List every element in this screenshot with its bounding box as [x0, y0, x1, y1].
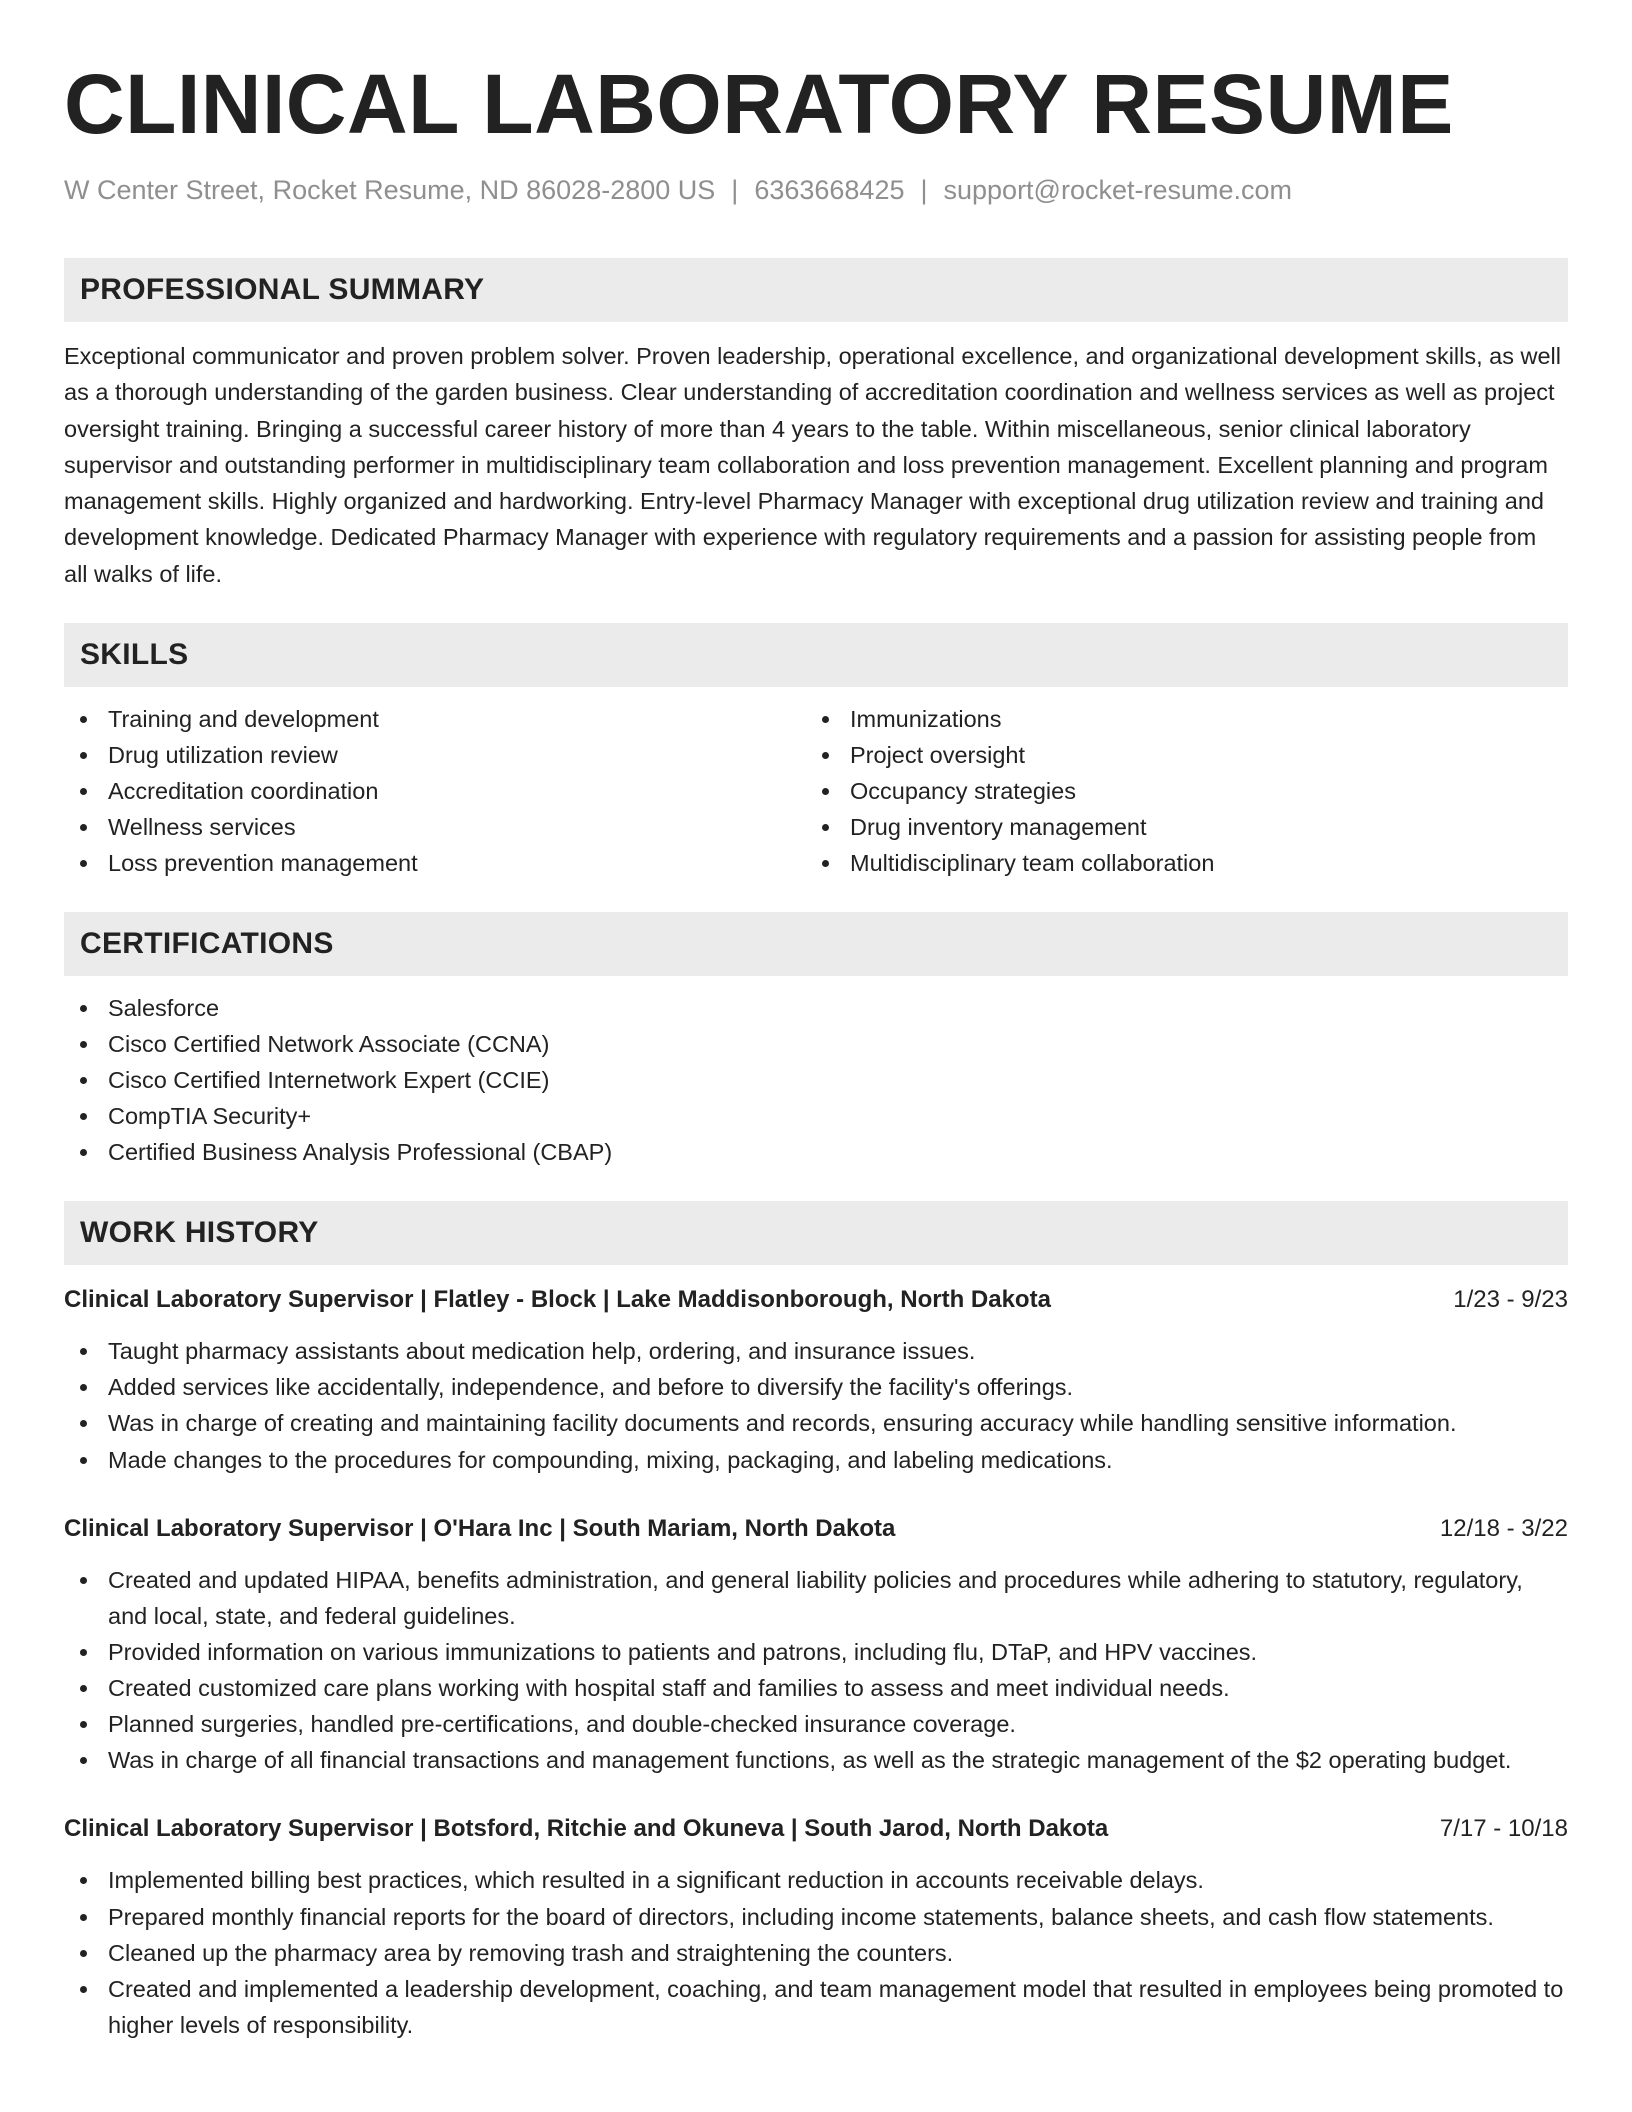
section-header-certifications: CERTIFICATIONS	[64, 912, 1568, 976]
skill-item: Multidisciplinary team collaboration	[806, 845, 1568, 881]
job-bullet: Was in charge of all financial transactions and management functions, as well as the strategic management of the $2 operating budget.	[64, 1742, 1568, 1778]
contact-separator: |	[920, 175, 928, 205]
job-bullets	[64, 1333, 1568, 1478]
job-title: Clinical Laboratory Supervisor | Flatley - Block | Lake Maddisonborough, North Dakota	[64, 1286, 1051, 1314]
job-title: Clinical Laboratory Supervisor | O'Hara Inc | South Mariam, North Dakota	[64, 1514, 896, 1542]
job-entry	[64, 1283, 1568, 1478]
job-bullet: Was in charge of creating and maintaining facility documents and records, ensuring accuracy while handling sensitive information.	[64, 1405, 1568, 1441]
skill-item: Immunizations	[806, 701, 1568, 737]
job-bullet: Created and implemented a leadership development, coaching, and team management model that resulted in employees being promoted to higher levels of responsibility.	[64, 1971, 1568, 2043]
section-header-summary: PROFESSIONAL SUMMARY	[64, 258, 1568, 322]
certification-item: Salesforce	[64, 990, 1568, 1026]
job-entry	[64, 1512, 1568, 1779]
section-header-skills: SKILLS	[64, 623, 1568, 687]
contact-email: support@rocket-resume.com	[943, 175, 1293, 205]
certification-item: Certified Business Analysis Professional (CBAP)	[64, 1134, 1568, 1170]
job-bullet: Created customized care plans working with hospital staff and families to assess and meet individual needs.	[64, 1670, 1568, 1706]
section-header-work-history: WORK HISTORY	[64, 1201, 1568, 1265]
job-dates: 1/23 - 9/23	[1453, 1286, 1568, 1314]
job-bullet: Added services like accidentally, independence, and before to diversify the facility's offerings.	[64, 1369, 1568, 1405]
job-header	[64, 1283, 1568, 1317]
job-bullets	[64, 1862, 1568, 2043]
skill-item: Loss prevention management	[64, 845, 806, 881]
skill-item: Accreditation coordination	[64, 773, 806, 809]
contact-phone: 6363668425	[754, 175, 905, 205]
skills-list-left	[64, 701, 806, 881]
skill-item: Occupancy strategies	[806, 773, 1568, 809]
skill-item: Drug inventory management	[806, 809, 1568, 845]
certification-item: CompTIA Security+	[64, 1098, 1568, 1134]
certification-item: Cisco Certified Internetwork Expert (CCIE)	[64, 1062, 1568, 1098]
job-entry	[64, 1812, 1568, 2043]
job-header	[64, 1512, 1568, 1546]
job-bullet: Implemented billing best practices, which resulted in a significant reduction in accounts receivable delays.	[64, 1862, 1568, 1898]
job-bullet: Prepared monthly financial reports for the board of directors, including income statements, balance sheets, and cash flow statements.	[64, 1899, 1568, 1935]
skill-item: Wellness services	[64, 809, 806, 845]
skill-item: Drug utilization review	[64, 737, 806, 773]
job-title: Clinical Laboratory Supervisor | Botsford, Ritchie and Okuneva | South Jarod, North Dakota	[64, 1815, 1109, 1843]
certifications-list	[64, 990, 1568, 1170]
job-dates: 7/17 - 10/18	[1439, 1815, 1568, 1843]
skills-list-right	[806, 701, 1568, 881]
summary-text: Exceptional communicator and proven problem solver. Proven leadership, operational excellence, and organizational development skills, as well as a thorough understanding of the garden business. Clear understanding of accreditation coordination and wellness services as well as project oversight training. Bringing a successful career history of more than 4 years to the table. Within miscellaneous, senior clinical laboratory supervisor and outstanding performer in multidisciplinary team collaboration and loss prevention management. Excellent planning and program management skills. Highly organized and hardworking. Entry-level Pharmacy Manager with exceptional drug utilization review and training and development knowledge. Dedicated Pharmacy Manager with experience with regulatory requirements and a passion for assisting people from all walks of life.	[64, 343, 1562, 587]
job-bullets	[64, 1562, 1568, 1779]
job-bullet: Made changes to the procedures for compounding, mixing, packaging, and labeling medications.	[64, 1442, 1568, 1478]
job-bullet: Cleaned up the pharmacy area by removing trash and straightening the counters.	[64, 1935, 1568, 1971]
job-bullet: Taught pharmacy assistants about medication help, ordering, and insurance issues.	[64, 1333, 1568, 1369]
skill-item: Project oversight	[806, 737, 1568, 773]
contact-line	[64, 172, 1568, 208]
resume-title: CLINICAL LABORATORY RESUME	[64, 57, 1454, 151]
job-bullet: Planned surgeries, handled pre-certifications, and double-checked insurance coverage.	[64, 1706, 1568, 1742]
skills-grid	[64, 701, 1568, 881]
contact-address: W Center Street, Rocket Resume, ND 86028-2800 US	[64, 175, 716, 205]
job-bullet: Created and updated HIPAA, benefits administration, and general liability policies and procedures while adhering to statutory, regulatory, and local, state, and federal guidelines.	[64, 1562, 1568, 1634]
job-dates: 12/18 - 3/22	[1439, 1514, 1568, 1542]
contact-separator: |	[731, 175, 739, 205]
certification-item: Cisco Certified Network Associate (CCNA)	[64, 1026, 1568, 1062]
job-bullet: Provided information on various immunizations to patients and patrons, including flu, DTaP, and HPV vaccines.	[64, 1634, 1568, 1670]
skill-item: Training and development	[64, 701, 806, 737]
job-header	[64, 1812, 1568, 1846]
